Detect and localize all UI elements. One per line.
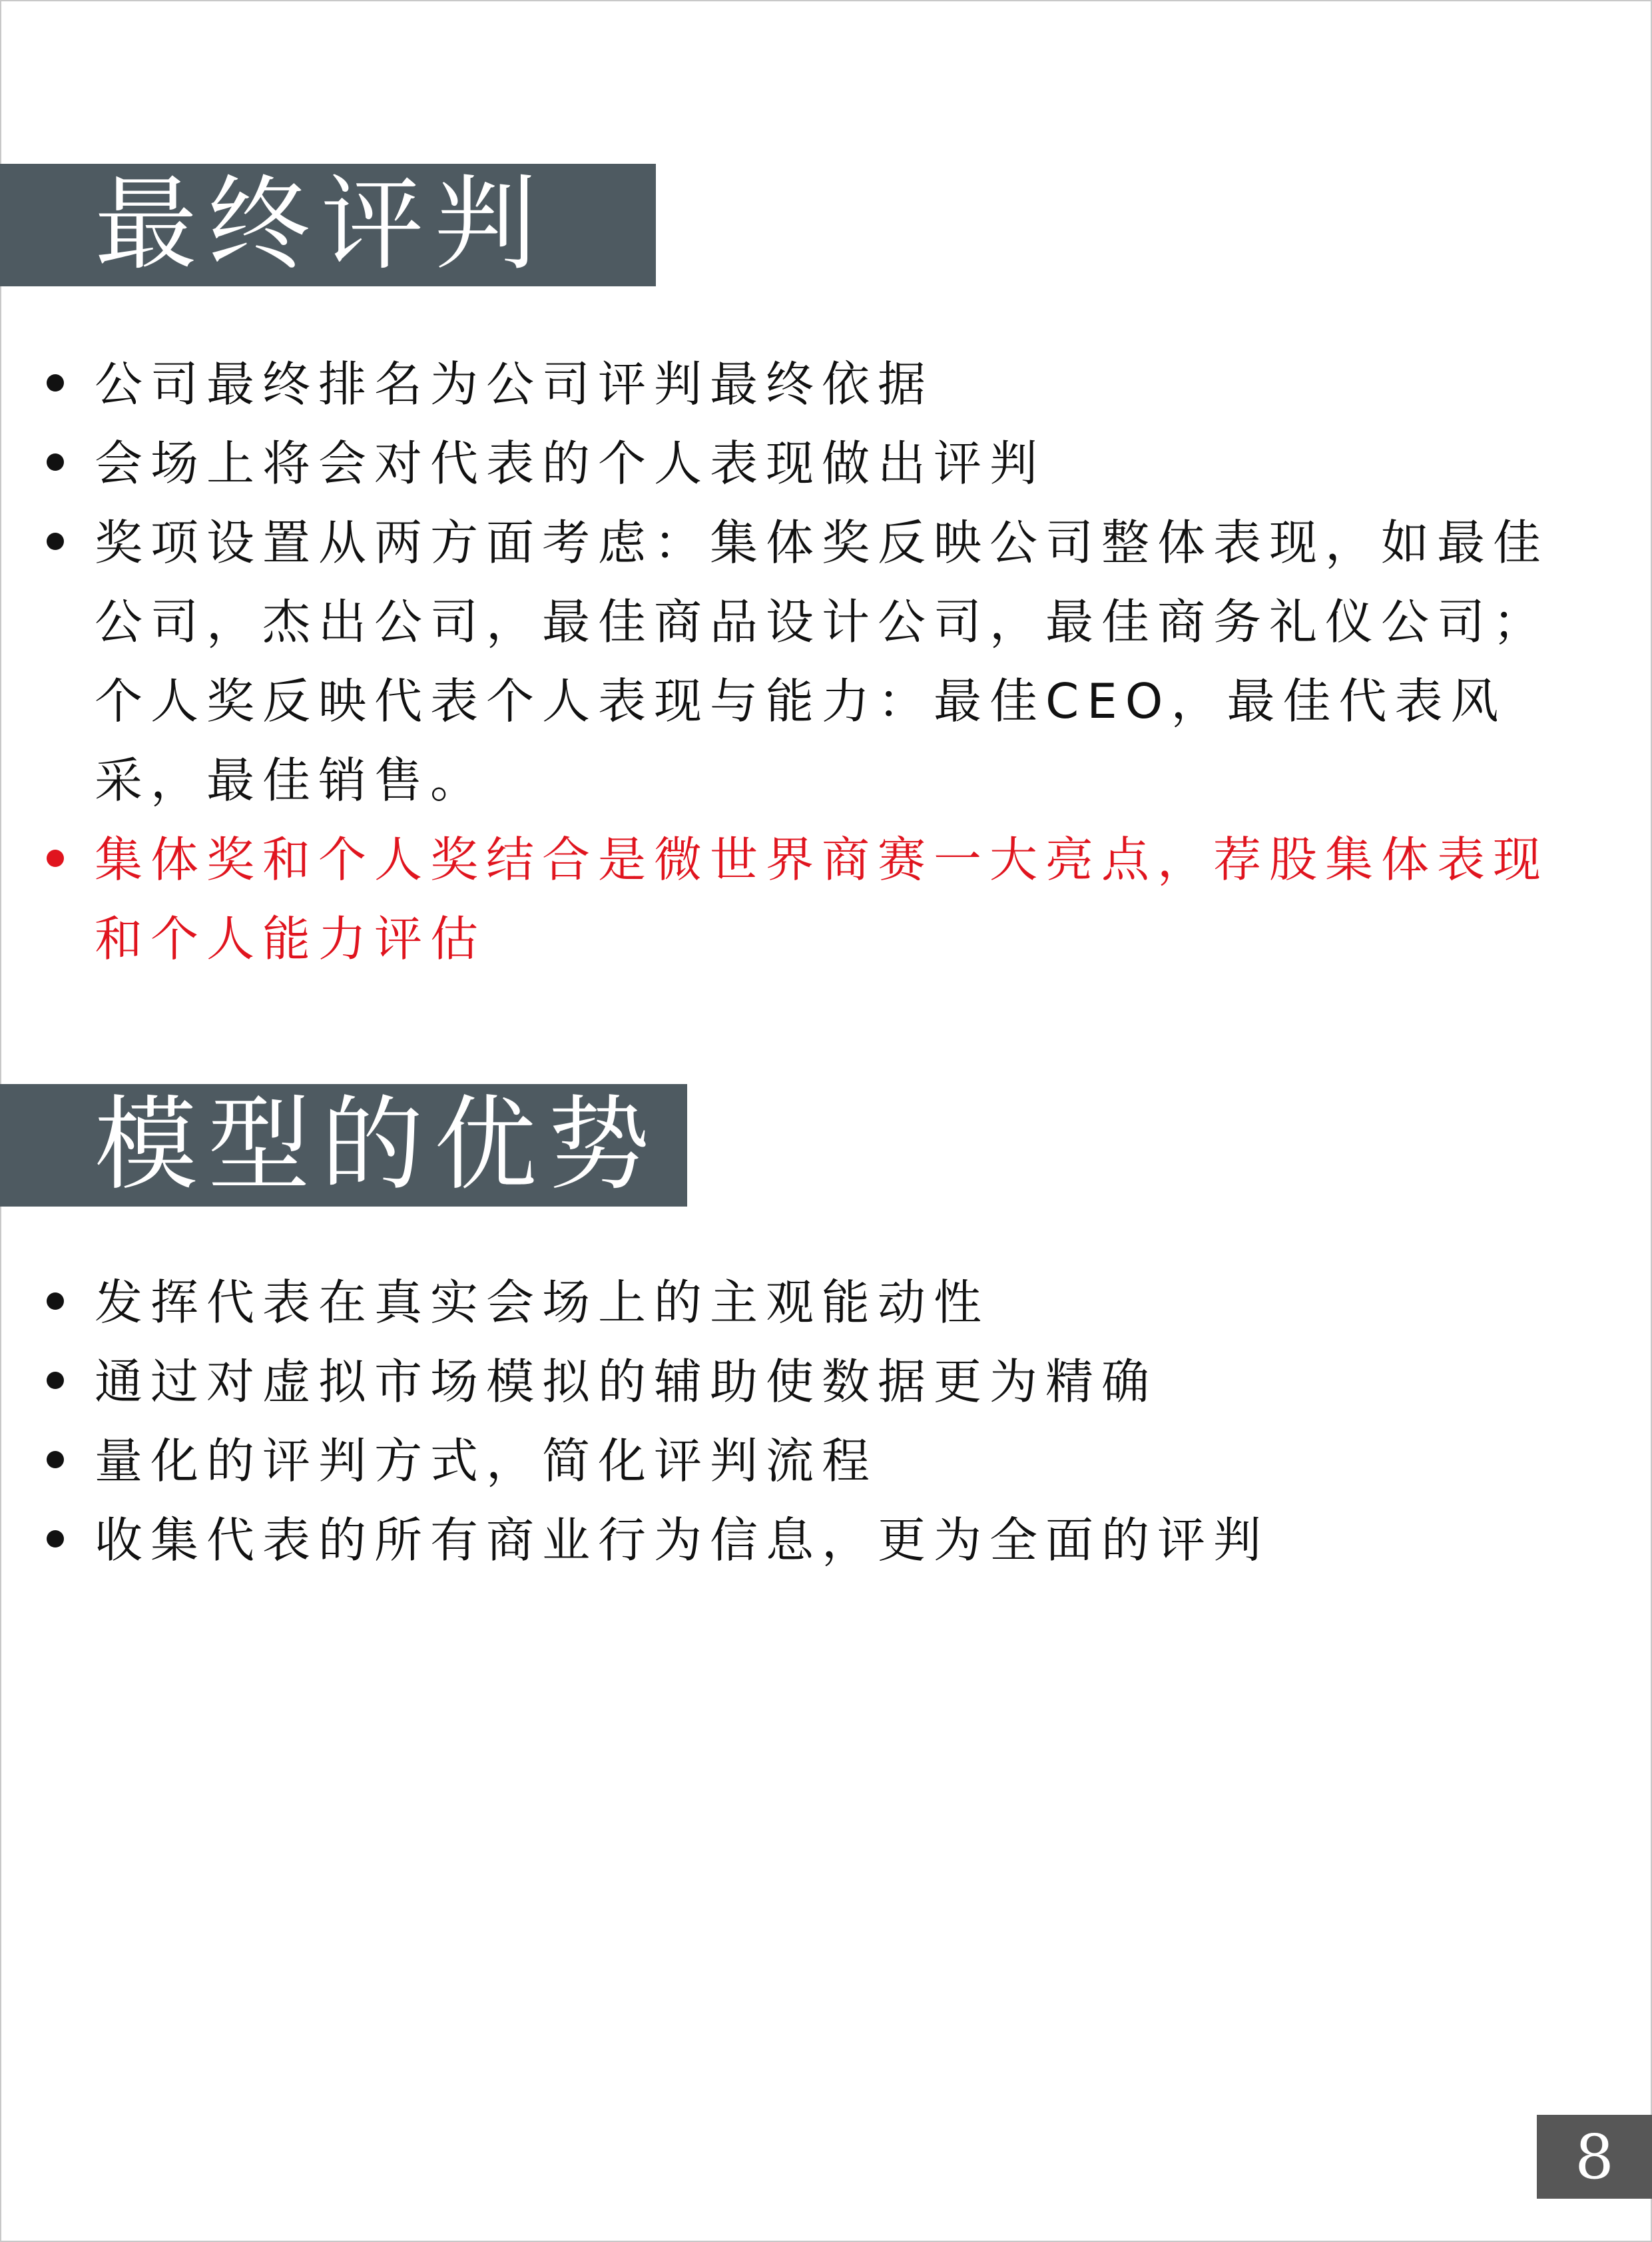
section-title: 模型的优势	[95, 1085, 661, 1205]
list-item	[0, 1342, 1571, 1422]
page-number: 8	[1537, 2115, 1652, 2199]
list-item-text: 奖项设置从两方面考虑：集体奖反映公司整体表现，如最佳公司，杰出公司，最佳商品设计公司，最佳商务礼仪公司；个人奖反映代表个人表现与能力：最佳CEO，最佳代表风采，最佳销售。	[95, 515, 1549, 808]
list-item	[0, 1422, 1571, 1501]
model-advantages-list	[0, 1263, 1571, 1580]
bullet-icon	[47, 850, 64, 867]
list-item	[0, 1263, 1571, 1342]
section-header-final-judgment	[0, 164, 656, 286]
bullet-icon	[47, 1292, 64, 1310]
list-item-text: 量化的评判方式，简化评判流程	[95, 1433, 878, 1489]
list-item-highlight	[0, 820, 1571, 979]
list-item-text: 公司最终排名为公司评判最终依据	[95, 356, 934, 412]
bullet-icon	[47, 533, 64, 550]
list-item-text: 发挥代表在真实会场上的主观能动性	[95, 1274, 990, 1330]
bullet-icon	[47, 1372, 64, 1389]
list-item	[0, 424, 1571, 503]
bullet-icon	[47, 1451, 64, 1468]
final-judgment-list	[0, 345, 1571, 979]
bullet-icon	[47, 1530, 64, 1547]
list-item	[0, 503, 1571, 820]
list-item	[0, 1501, 1571, 1580]
section-header-model-advantages	[0, 1084, 687, 1207]
list-item-text: 会场上将会对代表的个人表现做出评判	[95, 435, 1046, 491]
list-item-text: 通过对虚拟市场模拟的辅助使数据更为精确	[95, 1354, 1158, 1410]
bullet-icon	[47, 453, 64, 471]
bullet-icon	[47, 374, 64, 392]
list-item-text: 集体奖和个人奖结合是微世界商赛一大亮点，荐股集体表现和个人能力评估	[95, 832, 1549, 967]
list-item	[0, 345, 1571, 424]
section-title: 最终评判	[95, 165, 548, 284]
list-item-text: 收集代表的所有商业行为信息，更为全面的评判	[95, 1512, 1270, 1568]
